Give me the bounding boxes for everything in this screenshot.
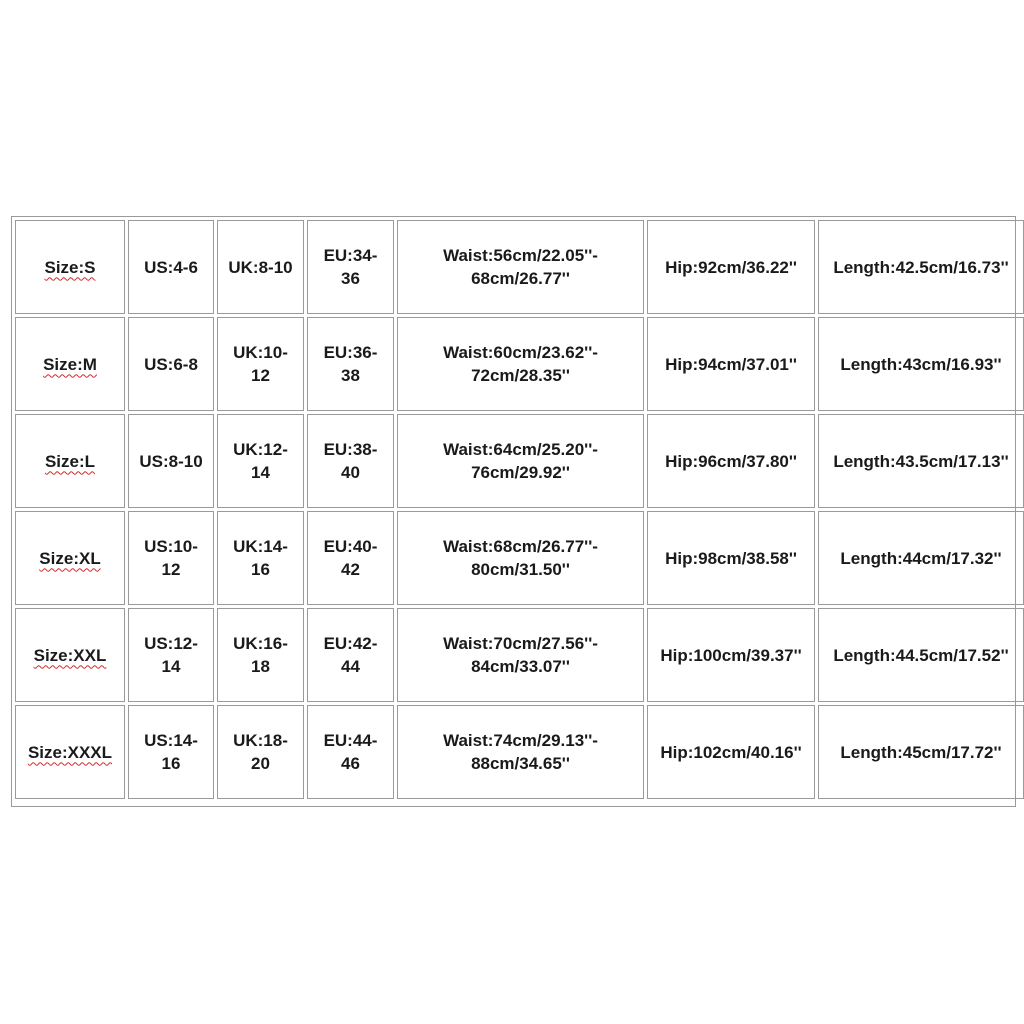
hip-cell: Hip:100cm/39.37'' [647, 608, 815, 702]
us-size-cell: US:6-8 [128, 317, 214, 411]
size-label: Size:XXXL [27, 742, 113, 762]
uk-size-cell: UK:12- 14 [217, 414, 304, 508]
size-chart-table [11, 216, 1016, 807]
hip-cell: Hip:98cm/38.58'' [647, 511, 815, 605]
size-cell [15, 608, 125, 702]
size-label: Size:S [44, 257, 96, 277]
size-label: Size:M [43, 354, 97, 374]
us-size-cell: US:4-6 [128, 220, 214, 314]
hip-cell: Hip:92cm/36.22'' [647, 220, 815, 314]
us-size-cell: US:10- 12 [128, 511, 214, 605]
waist-cell: Waist:70cm/27.56''- 84cm/33.07'' [397, 608, 644, 702]
eu-size-cell: EU:40- 42 [307, 511, 394, 605]
eu-size-cell: EU:42- 44 [307, 608, 394, 702]
size-cell [15, 705, 125, 799]
eu-size-cell: EU:34- 36 [307, 220, 394, 314]
size-chart-grid [15, 220, 1012, 803]
length-cell: Length:43cm/16.93'' [818, 317, 1024, 411]
hip-cell: Hip:94cm/37.01'' [647, 317, 815, 411]
waist-cell: Waist:56cm/22.05''- 68cm/26.77'' [397, 220, 644, 314]
length-cell: Length:42.5cm/16.73'' [818, 220, 1024, 314]
uk-size-cell: UK:10- 12 [217, 317, 304, 411]
size-label: Size:L [44, 451, 96, 471]
length-cell: Length:44cm/17.32'' [818, 511, 1024, 605]
size-cell [15, 511, 125, 605]
hip-cell: Hip:96cm/37.80'' [647, 414, 815, 508]
size-label: Size:XL [39, 548, 101, 568]
uk-size-cell: UK:18- 20 [217, 705, 304, 799]
size-cell [15, 414, 125, 508]
size-cell [15, 220, 125, 314]
length-cell: Length:45cm/17.72'' [818, 705, 1024, 799]
eu-size-cell: EU:36- 38 [307, 317, 394, 411]
us-size-cell: US:8-10 [128, 414, 214, 508]
waist-cell: Waist:60cm/23.62''- 72cm/28.35'' [397, 317, 644, 411]
waist-cell: Waist:68cm/26.77''- 80cm/31.50'' [397, 511, 644, 605]
eu-size-cell: EU:38- 40 [307, 414, 394, 508]
length-cell: Length:43.5cm/17.13'' [818, 414, 1024, 508]
hip-cell: Hip:102cm/40.16'' [647, 705, 815, 799]
uk-size-cell: UK:14- 16 [217, 511, 304, 605]
uk-size-cell: UK:16- 18 [217, 608, 304, 702]
length-cell: Length:44.5cm/17.52'' [818, 608, 1024, 702]
us-size-cell: US:14- 16 [128, 705, 214, 799]
uk-size-cell: UK:8-10 [217, 220, 304, 314]
size-cell [15, 317, 125, 411]
waist-cell: Waist:64cm/25.20''- 76cm/29.92'' [397, 414, 644, 508]
eu-size-cell: EU:44- 46 [307, 705, 394, 799]
waist-cell: Waist:74cm/29.13''- 88cm/34.65'' [397, 705, 644, 799]
us-size-cell: US:12- 14 [128, 608, 214, 702]
size-label: Size:XXL [33, 645, 107, 665]
